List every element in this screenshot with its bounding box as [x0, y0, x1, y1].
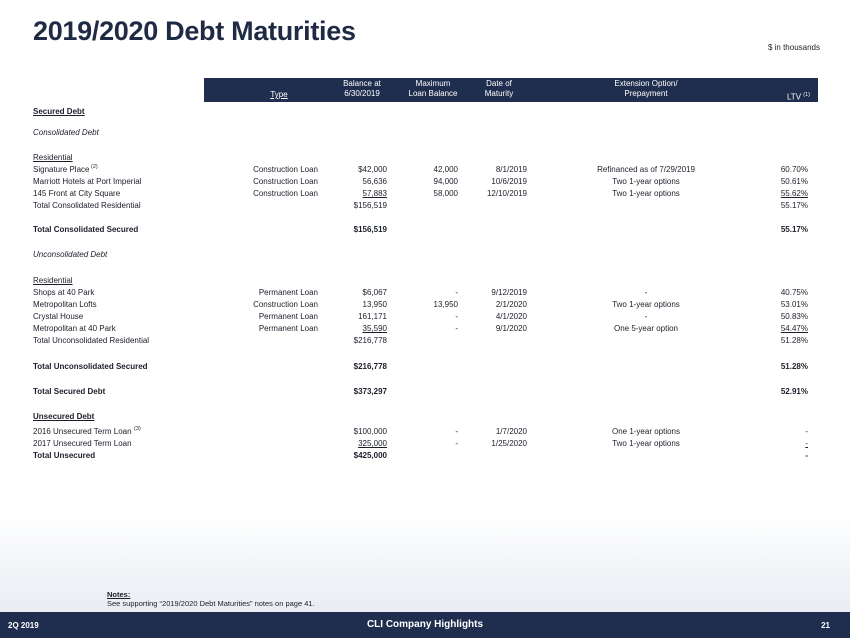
table-row [0, 311, 850, 322]
ltv-cell: 55.17% [780, 201, 808, 210]
loan-type: Permanent Loan [258, 288, 318, 297]
maturity-date-cell: 12/10/2019 [486, 189, 527, 198]
footnote-marker: (2) [91, 164, 98, 170]
ltv-cell: 52.91% [780, 387, 808, 396]
footnote-marker: (3) [134, 426, 141, 432]
row-label: Total Unsecured [33, 451, 96, 460]
table-header [204, 78, 818, 102]
table-row [0, 152, 850, 163]
table-row [0, 249, 850, 260]
balance-cell: $216,778 [353, 362, 387, 371]
row-label: Metropolitan Lofts [33, 300, 97, 309]
balance-cell: $216,778 [353, 336, 387, 345]
notes-text: See supporting “2019/2020 Debt Maturities” notes on page 41. [107, 599, 315, 608]
ltv-cell: 51.28% [780, 336, 808, 345]
notes-title: Notes: [107, 590, 131, 599]
footer-quarter: 2Q 2019 [8, 621, 39, 630]
max-balance-cell: 13,950 [433, 300, 458, 309]
table-row [0, 323, 850, 334]
balance-cell: $156,519 [353, 225, 387, 234]
header-extension: Extension Option/ Prepayment [614, 79, 678, 98]
row-label: Consolidated Debt [33, 128, 99, 137]
page-number: 21 [821, 621, 830, 630]
table-row [0, 106, 850, 117]
row-label: Signature Place [33, 165, 90, 174]
maturity-date-cell: 10/6/2019 [491, 177, 527, 186]
table-row [0, 164, 850, 175]
row-label: Marriott Hotels at Port Imperial [33, 177, 142, 186]
extension-cell: One 5-year option [613, 324, 679, 333]
balance-cell: $425,000 [353, 451, 387, 460]
extension-cell: One 1-year options [611, 427, 681, 436]
ltv-cell: 54.47% [780, 324, 808, 333]
row-label: Total Consolidated Residential [33, 201, 141, 210]
row-label: Total Unconsolidated Secured [33, 362, 148, 371]
max-balance-cell: 94,000 [433, 177, 458, 186]
max-balance-cell: - [455, 439, 458, 448]
row-label: 2017 Unsecured Term Loan [33, 439, 132, 448]
header-max-balance: Maximum Loan Balance [408, 79, 458, 98]
footer-bar [0, 612, 850, 638]
ltv-cell: 50.61% [780, 177, 808, 186]
balance-cell: $100,000 [353, 427, 387, 436]
extension-cell: Two 1-year options [612, 439, 680, 448]
row-label: Total Secured Debt [33, 387, 106, 396]
row-label: Crystal House [33, 312, 84, 321]
loan-type: Construction Loan [253, 189, 318, 198]
balance-cell: $6,067 [362, 288, 387, 297]
footer-title: CLI Company Highlights [366, 619, 484, 630]
ltv-cell: 40.75% [780, 288, 808, 297]
table-row [0, 438, 850, 449]
header-balance: Balance at 6/30/2019 [343, 79, 381, 98]
row-label: Metropolitan at 40 Park [33, 324, 116, 333]
maturity-date-cell: 1/7/2020 [495, 427, 527, 436]
row-label: Shops at 40 Park [33, 288, 95, 297]
ltv-cell: 55.17% [780, 225, 808, 234]
row-label: Unsecured Debt [33, 412, 95, 421]
max-balance-cell: 58,000 [433, 189, 458, 198]
extension-cell: Refinanced as of 7/29/2019 [597, 165, 695, 174]
table-row [0, 287, 850, 298]
table-row [0, 361, 850, 372]
ltv-cell: - [805, 427, 808, 436]
ltv-cell: 53.01% [780, 300, 808, 309]
table-row [0, 411, 850, 422]
loan-type: Permanent Loan [258, 312, 318, 321]
row-label: Secured Debt [33, 107, 85, 116]
ltv-cell: 51.28% [780, 362, 808, 371]
loan-type: Construction Loan [253, 177, 318, 186]
max-balance-cell: 42,000 [433, 165, 458, 174]
table-row [0, 426, 850, 437]
ltv-cell: - [805, 451, 808, 460]
extension-cell: - [644, 288, 648, 297]
ltv-cell: - [805, 439, 808, 448]
balance-cell: 13,950 [362, 300, 387, 309]
row-label: Residential [33, 276, 73, 285]
row-label: Total Unconsolidated Residential [33, 336, 150, 345]
balance-cell: $156,519 [353, 201, 387, 210]
max-balance-cell: - [455, 312, 458, 321]
loan-type: Construction Loan [253, 165, 318, 174]
balance-cell: 57,883 [362, 189, 387, 198]
table-row [0, 450, 850, 461]
maturity-date-cell: 1/25/2020 [491, 439, 527, 448]
extension-cell: Two 1-year options [612, 189, 680, 198]
table-row [0, 299, 850, 310]
balance-cell: 325,000 [358, 439, 387, 448]
extension-cell: - [644, 312, 648, 321]
loan-type: Construction Loan [253, 300, 318, 309]
maturity-date-cell: 8/1/2019 [495, 165, 527, 174]
loan-type: Permanent Loan [258, 324, 318, 333]
table-row [0, 176, 850, 187]
max-balance-cell: - [455, 324, 458, 333]
row-label: Total Consolidated Secured [33, 225, 139, 234]
table-row [0, 127, 850, 138]
row-label: 145 Front at City Square [33, 189, 121, 198]
header-ltv: LTV $^{(1)}$ [786, 92, 810, 102]
extension-cell: Two 1-year options [612, 300, 680, 309]
maturity-date-cell: 4/1/2020 [495, 312, 527, 321]
ltv-cell: 50.83% [780, 312, 808, 321]
header-maturity: Date of Maturity [484, 79, 514, 98]
table-row [0, 188, 850, 199]
balance-cell: $42,000 [358, 165, 387, 174]
table-row [0, 224, 850, 235]
row-label: Residential [33, 153, 73, 162]
ltv-cell: 60.70% [780, 165, 808, 174]
balance-cell: 56,636 [362, 177, 387, 186]
table-row [0, 275, 850, 286]
balance-cell: 35,590 [362, 324, 387, 333]
header-type: Type [270, 90, 288, 99]
maturity-date-cell: 9/1/2020 [495, 324, 527, 333]
notes [107, 590, 315, 608]
table-row [0, 335, 850, 346]
row-label: 2016 Unsecured Term Loan [33, 427, 132, 436]
max-balance-cell: - [455, 288, 458, 297]
page-title: 2019/2020 Debt Maturities [33, 16, 356, 46]
units-note: $ in thousands [767, 43, 820, 52]
table-row [0, 386, 850, 397]
maturity-date-cell: 2/1/2020 [495, 300, 527, 309]
ltv-cell: 55.62% [780, 189, 808, 198]
balance-cell: 161,171 [358, 312, 387, 321]
maturity-date-cell: 9/12/2019 [491, 288, 527, 297]
table-row [0, 200, 850, 211]
balance-cell: $373,297 [353, 387, 387, 396]
max-balance-cell: - [455, 427, 458, 436]
extension-cell: Two 1-year options [612, 177, 680, 186]
row-label: Unconsolidated Debt [33, 250, 108, 259]
